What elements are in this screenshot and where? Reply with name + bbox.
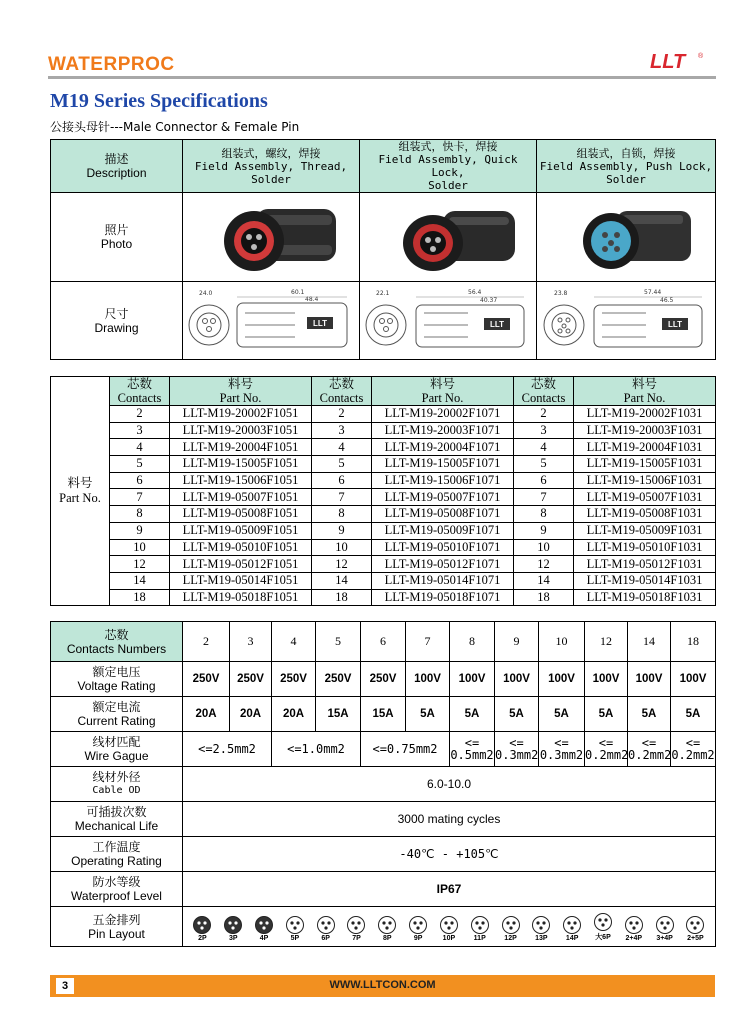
col-part-header: 料号 Part No. (170, 377, 312, 406)
pin-diagram-icon (223, 915, 243, 935)
connector-photo-icon (551, 197, 701, 277)
current-cell: 20A (230, 697, 272, 732)
contacts-cell: 8 (514, 506, 574, 523)
contacts-cell: 7 (110, 489, 170, 506)
contacts-cell: 5 (110, 456, 170, 473)
table-row (51, 539, 716, 556)
part-no-cell: LLT-M19-05014F1031 (574, 572, 716, 589)
pin-label-text: 11P (473, 934, 486, 942)
contacts-cell: 3 (514, 422, 574, 439)
pin-diagram-icon (470, 915, 490, 935)
pin-label-text: 8P (383, 934, 392, 942)
contacts-cell: 4 (110, 439, 170, 456)
logo-text: LLT (650, 51, 686, 72)
pin-label-text: 7P (352, 934, 361, 942)
contacts-cell: 14 (110, 572, 170, 589)
pin-label-text: 13P (535, 934, 548, 942)
llt-logo-icon (648, 50, 708, 72)
wire-small-cell: <= 0.3mm2 (539, 732, 585, 767)
pin-diagram-icon (254, 915, 274, 935)
pin-diagram-icon (593, 912, 613, 932)
brand-text: WATERPROC (48, 54, 175, 75)
current-cell: 5A (406, 697, 450, 732)
logo-mark: ® (698, 53, 704, 60)
part-no-cell: LLT-M19-05009F1031 (574, 522, 716, 539)
part-no-cell: LLT-M19-05009F1051 (170, 522, 312, 539)
contacts-cell: 6 (110, 472, 170, 489)
svg-text:24.0: 24.0 (199, 289, 213, 297)
contacts-cell: 18 (671, 622, 716, 662)
connector-photo-icon (373, 197, 523, 277)
svg-text:LLT: LLT (667, 319, 683, 329)
contacts-cell: 6 (312, 472, 372, 489)
pin-layout-item (285, 915, 305, 942)
contacts-cell: 5 (312, 456, 372, 473)
wire-label: 线材匹配 Wire Gague (51, 732, 183, 767)
pin-layout-item (408, 915, 428, 942)
voltage-cell: 100V (585, 662, 628, 697)
pin-label-text: 6P (321, 934, 330, 942)
voltage-cell: 100V (539, 662, 585, 697)
contacts-cell: 8 (110, 506, 170, 523)
pin-diagram-icon (285, 915, 305, 935)
pin-layout-item (377, 915, 397, 942)
pin-label-text: 大6P (595, 933, 611, 941)
part-no-cell: LLT-M19-20004F1071 (372, 439, 514, 456)
contacts-cell: 6 (361, 622, 406, 662)
part-no-cell: LLT-M19-05012F1051 (170, 556, 312, 573)
voltage-cell: 250V (361, 662, 406, 697)
pin-layout-item (501, 915, 521, 942)
contacts-cell: 7 (514, 489, 574, 506)
part-no-cell: LLT-M19-20002F1051 (170, 406, 312, 423)
photo-cell-2 (360, 193, 537, 282)
current-cell: 20A (183, 697, 230, 732)
wire-row (51, 732, 716, 767)
part-no-cell: LLT-M19-20004F1051 (170, 439, 312, 456)
dimension-drawing-icon (540, 283, 712, 355)
voltage-cell: 100V (495, 662, 539, 697)
col-contacts-header: 芯数 Contacts (110, 377, 170, 406)
contacts-cell: 12 (514, 556, 574, 573)
svg-text:46.5: 46.5 (660, 296, 674, 304)
photo-label: 照片 Photo (51, 193, 183, 282)
temp-label: 工作温度 Operating Rating (51, 837, 183, 872)
ip-value: IP67 (183, 872, 716, 907)
contacts-cell: 14 (514, 572, 574, 589)
pin-layout-list (183, 912, 715, 942)
wire-small-cell: <= 0.2mm2 (628, 732, 671, 767)
pin-layout-item (470, 915, 490, 942)
voltage-cell: 250V (183, 662, 230, 697)
part-no-cell: LLT-M19-05010F1031 (574, 539, 716, 556)
wire-value-c: <=0.75mm2 (361, 732, 450, 767)
contacts-cell: 9 (495, 622, 539, 662)
table-row (51, 522, 716, 539)
contacts-cell: 4 (272, 622, 316, 662)
drawing-cell-3 (537, 282, 716, 360)
table-row (51, 506, 716, 523)
wire-small-cell: <= 0.5mm2 (450, 732, 495, 767)
pin-layout-item (562, 915, 582, 942)
contacts-cell: 12 (110, 556, 170, 573)
life-label: 可插拔次数 Mechanical Life (51, 802, 183, 837)
part-no-cell: LLT-M19-20002F1071 (372, 406, 514, 423)
dimension-drawing-icon (185, 283, 357, 355)
contacts-cell: 18 (312, 589, 372, 606)
part-no-cell: LLT-M19-05008F1031 (574, 506, 716, 523)
pin-label-text: 3+4P (656, 934, 673, 942)
part-no-cell: LLT-M19-15005F1071 (372, 456, 514, 473)
part-number-table (50, 376, 716, 606)
current-cell: 15A (361, 697, 406, 732)
current-row (51, 697, 716, 732)
svg-text:60.1: 60.1 (291, 288, 305, 296)
pin-diagram-icon (624, 915, 644, 935)
connector-photo-icon (196, 197, 346, 277)
current-cell: 15A (316, 697, 361, 732)
contacts-cell: 5 (316, 622, 361, 662)
part-no-cell: LLT-M19-05010F1051 (170, 539, 312, 556)
part-no-cell: LLT-M19-20004F1031 (574, 439, 716, 456)
svg-text:LLT: LLT (489, 319, 505, 329)
current-cell: 5A (671, 697, 716, 732)
voltage-cell: 100V (671, 662, 716, 697)
wire-small-cell: <= 0.2mm2 (585, 732, 628, 767)
pin-label-text: 4P (259, 934, 269, 942)
pin-layout-item (655, 915, 675, 942)
contacts-cell: 14 (628, 622, 671, 662)
wire-small-cell: <= 0.2mm2 (671, 732, 716, 767)
part-no-cell: LLT-M19-05012F1031 (574, 556, 716, 573)
drawing-label: 尺寸 Drawing (51, 282, 183, 360)
part-no-cell: LLT-M19-05012F1071 (372, 556, 514, 573)
photo-cell-1 (183, 193, 360, 282)
pin-label: 五金排列 Pin Layout (51, 907, 183, 947)
part-no-cell: LLT-M19-15006F1051 (170, 472, 312, 489)
table-row (51, 406, 716, 423)
table-row (51, 422, 716, 439)
pin-diagram-icon (655, 915, 675, 935)
voltage-cell: 100V (450, 662, 495, 697)
pin-diagram-icon (377, 915, 397, 935)
col-contacts-header: 芯数 Contacts (514, 377, 574, 406)
life-row (51, 802, 716, 837)
part-no-cell: LLT-M19-20003F1071 (372, 422, 514, 439)
part-no-cell: LLT-M19-05007F1071 (372, 489, 514, 506)
part-no-cell: LLT-M19-05018F1071 (372, 589, 514, 606)
contacts-cell: 4 (514, 439, 574, 456)
contacts-cell: 18 (110, 589, 170, 606)
od-row (51, 767, 716, 802)
part-no-cell: LLT-M19-15006F1071 (372, 472, 514, 489)
desc-col-1: 组装式，螺纹，焊接 Field Assembly, Thread, Solder (183, 140, 360, 193)
part-no-cell: LLT-M19-20002F1031 (574, 406, 716, 423)
current-cell: 5A (450, 697, 495, 732)
pin-label-text: 9P (413, 934, 423, 942)
table-row (51, 456, 716, 473)
contacts-cell: 10 (110, 539, 170, 556)
contacts-cell: 6 (514, 472, 574, 489)
svg-text:23.8: 23.8 (554, 289, 568, 297)
wire-small-cell: <= 0.3mm2 (495, 732, 539, 767)
ip-row (51, 872, 716, 907)
pin-label-text: 5P (290, 934, 300, 942)
pin-diagram-icon (562, 915, 582, 935)
contacts-cell: 9 (110, 522, 170, 539)
pin-layout-item (531, 915, 551, 942)
contacts-cell: 3 (230, 622, 272, 662)
contacts-cell: 12 (312, 556, 372, 573)
page-title: M19 Series Specifications (50, 90, 268, 112)
table-row (51, 572, 716, 589)
svg-text:57.44: 57.44 (644, 288, 662, 296)
od-value: 6.0-10.0 (183, 767, 716, 802)
part-no-label: 料号 Part No. (51, 377, 110, 606)
photo-cell-3 (537, 193, 716, 282)
part-no-cell: LLT-M19-05007F1051 (170, 489, 312, 506)
page-footer (50, 975, 715, 997)
contacts-cell: 8 (312, 506, 372, 523)
od-label: 线材外径 Cable OD (51, 767, 183, 802)
contacts-cell: 8 (450, 622, 495, 662)
contacts-cell: 2 (514, 406, 574, 423)
life-value: 3000 mating cycles (183, 802, 716, 837)
pin-label-text: 2+5P (687, 934, 704, 942)
contacts-cell: 3 (312, 422, 372, 439)
current-cell: 20A (272, 697, 316, 732)
pin-diagram-icon (408, 915, 428, 935)
col-contacts-header: 芯数 Contacts (312, 377, 372, 406)
svg-text:56.4: 56.4 (468, 288, 482, 296)
temp-value: -40℃ - +105℃ (183, 837, 716, 872)
contacts-cell: 10 (514, 539, 574, 556)
voltage-label: 额定电压 Voltage Rating (51, 662, 183, 697)
part-no-cell: LLT-M19-15005F1031 (574, 456, 716, 473)
page-subtitle: 公接头母针---Male Connector & Female Pin (50, 120, 300, 134)
table-row (51, 439, 716, 456)
pin-layout-item (254, 915, 274, 942)
pin-diagram-icon (439, 915, 459, 935)
wire-value-b: <=1.0mm2 (272, 732, 361, 767)
contacts-cell: 4 (312, 439, 372, 456)
pin-layout-cell (183, 907, 716, 947)
contacts-cell: 2 (312, 406, 372, 423)
part-no-cell: LLT-M19-05007F1031 (574, 489, 716, 506)
drawing-cell-2 (360, 282, 537, 360)
contacts-cell: 12 (585, 622, 628, 662)
pin-label-text: 2+4P (625, 934, 643, 942)
part-no-cell: LLT-M19-05008F1071 (372, 506, 514, 523)
page-number: 3 (56, 978, 74, 994)
pin-row (51, 907, 716, 947)
desc-label: 描述 Description (51, 140, 183, 193)
desc-col-3: 组装式，自锁，焊接 Field Assembly, Push Lock, Solder (537, 140, 716, 193)
current-cell: 5A (539, 697, 585, 732)
website-link[interactable]: WWW.LLTCON.COM (329, 979, 436, 991)
col-part-header: 料号 Part No. (574, 377, 716, 406)
contacts-cell: 5 (514, 456, 574, 473)
contacts-cell: 14 (312, 572, 372, 589)
contacts-cell: 10 (312, 539, 372, 556)
contacts-cell: 3 (110, 422, 170, 439)
contacts-cell: 7 (312, 489, 372, 506)
desc-col-2: 组装式，快卡，焊接 Field Assembly, Quick Lock, Solder (360, 140, 537, 193)
part-no-cell: LLT-M19-05014F1051 (170, 572, 312, 589)
voltage-cell: 100V (406, 662, 450, 697)
current-label: 额定电流 Current Rating (51, 697, 183, 732)
table-row (51, 489, 716, 506)
voltage-cell: 250V (316, 662, 361, 697)
contacts-label: 芯数 Contacts Numbers (51, 622, 183, 662)
header-divider (48, 76, 716, 79)
pin-diagram-icon (192, 915, 212, 935)
part-no-cell: LLT-M19-05018F1051 (170, 589, 312, 606)
pin-layout-item (593, 912, 613, 942)
overview-table (50, 139, 716, 360)
pin-label-text: 12P (504, 934, 517, 942)
part-no-cell: LLT-M19-05009F1071 (372, 522, 514, 539)
contacts-cell: 10 (539, 622, 585, 662)
part-no-cell: LLT-M19-15006F1031 (574, 472, 716, 489)
ip-label: 防水等级 Waterproof Level (51, 872, 183, 907)
contacts-cell: 9 (514, 522, 574, 539)
current-cell: 5A (628, 697, 671, 732)
pin-layout-item (685, 915, 705, 942)
table-row (51, 589, 716, 606)
part-no-cell: LLT-M19-05018F1031 (574, 589, 716, 606)
part-no-cell: LLT-M19-05010F1071 (372, 539, 514, 556)
pin-label-text: 3P (228, 934, 238, 942)
voltage-cell: 100V (628, 662, 671, 697)
svg-text:40.37: 40.37 (480, 296, 498, 304)
spec-table (50, 621, 716, 947)
svg-text:22.1: 22.1 (376, 289, 390, 297)
page-header (48, 50, 716, 80)
pin-layout-item (316, 915, 336, 942)
contacts-cell: 2 (183, 622, 230, 662)
voltage-cell: 250V (230, 662, 272, 697)
pin-layout-item (346, 915, 366, 942)
part-no-cell: LLT-M19-20003F1051 (170, 422, 312, 439)
part-no-cell: LLT-M19-05014F1071 (372, 572, 514, 589)
pin-layout-item (439, 915, 459, 942)
pin-diagram-icon (685, 915, 705, 935)
part-no-cell: LLT-M19-05008F1051 (170, 506, 312, 523)
contacts-cell: 9 (312, 522, 372, 539)
pin-diagram-icon (501, 915, 521, 935)
part-no-cell: LLT-M19-20003F1031 (574, 422, 716, 439)
voltage-row (51, 662, 716, 697)
svg-text:48.4: 48.4 (305, 295, 319, 303)
dimension-drawing-icon (362, 283, 534, 355)
table-row (51, 556, 716, 573)
voltage-cell: 250V (272, 662, 316, 697)
pin-layout-item (192, 915, 212, 942)
pin-layout-item (223, 915, 243, 942)
col-part-header: 料号 Part No. (372, 377, 514, 406)
pin-layout-item (624, 915, 644, 942)
current-cell: 5A (585, 697, 628, 732)
drawing-cell-1 (183, 282, 360, 360)
contacts-cell: 2 (110, 406, 170, 423)
pin-diagram-icon (316, 915, 336, 935)
pin-diagram-icon (531, 915, 551, 935)
current-cell: 5A (495, 697, 539, 732)
pin-label-text: 10P (442, 934, 456, 942)
wire-value-a: <=2.5mm2 (183, 732, 272, 767)
pin-diagram-icon (346, 915, 366, 935)
part-no-cell: LLT-M19-15005F1051 (170, 456, 312, 473)
contacts-cell: 7 (406, 622, 450, 662)
contacts-cell: 18 (514, 589, 574, 606)
svg-text:LLT: LLT (312, 318, 328, 328)
pin-label-text: 2P (198, 934, 207, 942)
pin-label-text: 14P (565, 934, 579, 942)
table-row (51, 472, 716, 489)
temp-row (51, 837, 716, 872)
contacts-row (51, 622, 716, 662)
